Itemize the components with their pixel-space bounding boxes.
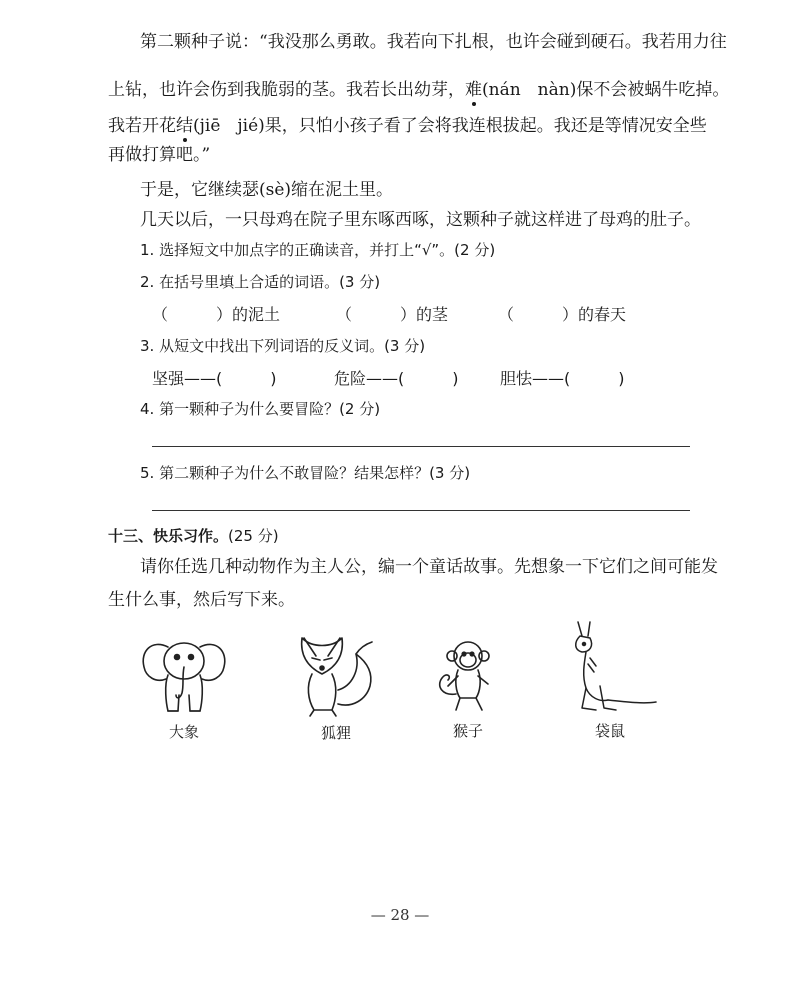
antonym-danger[interactable]: 危险——( ) bbox=[334, 369, 459, 388]
animal-label-monkey: 猴子 bbox=[452, 722, 483, 740]
section-13-points: (25 分) bbox=[228, 527, 279, 545]
question-1: 1. 选择短文中加点字的正确读音，并打上“√”。(2 分) bbox=[140, 241, 496, 259]
section-13-heading bbox=[108, 525, 279, 546]
answer-line-q5[interactable] bbox=[152, 510, 690, 511]
story-text: 我若开花 bbox=[108, 116, 176, 136]
story-text: (jiē jié)果，只怕小孩子看了会将我连根拔起。我还是等情况安全些 bbox=[193, 116, 707, 136]
animal-label-kangaroo: 袋鼠 bbox=[594, 722, 625, 740]
dotted-char-jie: 结 bbox=[176, 116, 193, 136]
antonym-strong[interactable]: 坚强——( ) bbox=[152, 369, 277, 388]
writing-prompt-line-2: 生什么事，然后写下来。 bbox=[108, 590, 295, 610]
animal-label-fox: 狐狸 bbox=[320, 724, 351, 742]
fill-blank-spring[interactable]: （ ）的春天 bbox=[498, 305, 627, 324]
fill-blank-stem[interactable]: （ ）的茎 bbox=[336, 305, 449, 324]
section-13-title: 十三、快乐习作。 bbox=[108, 527, 229, 545]
dotted-char-nan: 难 bbox=[465, 80, 482, 100]
kangaroo-icon bbox=[560, 616, 660, 716]
story-paragraph-3: 几天以后，一只母鸡在院子里东啄西啄，这颗种子就这样进了母鸡的肚子。 bbox=[140, 210, 701, 230]
elephant-icon bbox=[138, 633, 230, 717]
story-text: 上钻，也许会伤到我脆弱的茎。我若长出幼芽， bbox=[108, 80, 465, 100]
question-4: 4. 第一颗种子为什么要冒险？(2 分) bbox=[140, 400, 381, 418]
story-paragraph-2: 于是，它继续瑟(sè)缩在泥土里。 bbox=[140, 180, 394, 200]
animal-elephant bbox=[138, 633, 230, 742]
story-text: (nán nàn)保不会被蜗牛吃掉。 bbox=[482, 80, 730, 100]
fox-icon bbox=[290, 630, 382, 718]
antonym-timid[interactable]: 胆怯——( ) bbox=[500, 369, 625, 388]
writing-prompt-line-1: 请你任选几种动物作为主人公，编一个童话故事。先想象一下它们之间可能发 bbox=[140, 557, 718, 577]
animal-fox bbox=[290, 630, 382, 743]
question-3: 3. 从短文中找出下列词语的反义词。(3 分) bbox=[140, 337, 426, 355]
question-2: 2. 在括号里填上合适的词语。(3 分) bbox=[140, 273, 381, 291]
animal-monkey bbox=[428, 636, 508, 741]
story-line-1: 第二颗种子说：“我没那么勇敢。我若向下扎根，也许会碰到硬石。我若用力往 bbox=[140, 32, 727, 52]
story-line-3 bbox=[108, 114, 707, 138]
animal-label-elephant: 大象 bbox=[168, 723, 199, 741]
answer-line-q4[interactable] bbox=[152, 446, 690, 447]
fill-blank-soil[interactable]: （ ）的泥土 bbox=[152, 305, 281, 324]
monkey-icon bbox=[428, 636, 508, 716]
question-5: 5. 第二颗种子为什么不敢冒险？结果怎样？(3 分) bbox=[140, 464, 471, 482]
story-line-2 bbox=[108, 78, 729, 102]
page-number: — 28 — bbox=[370, 906, 430, 924]
story-line-4: 再做打算吧。” bbox=[108, 145, 211, 165]
animal-kangaroo bbox=[560, 616, 660, 741]
